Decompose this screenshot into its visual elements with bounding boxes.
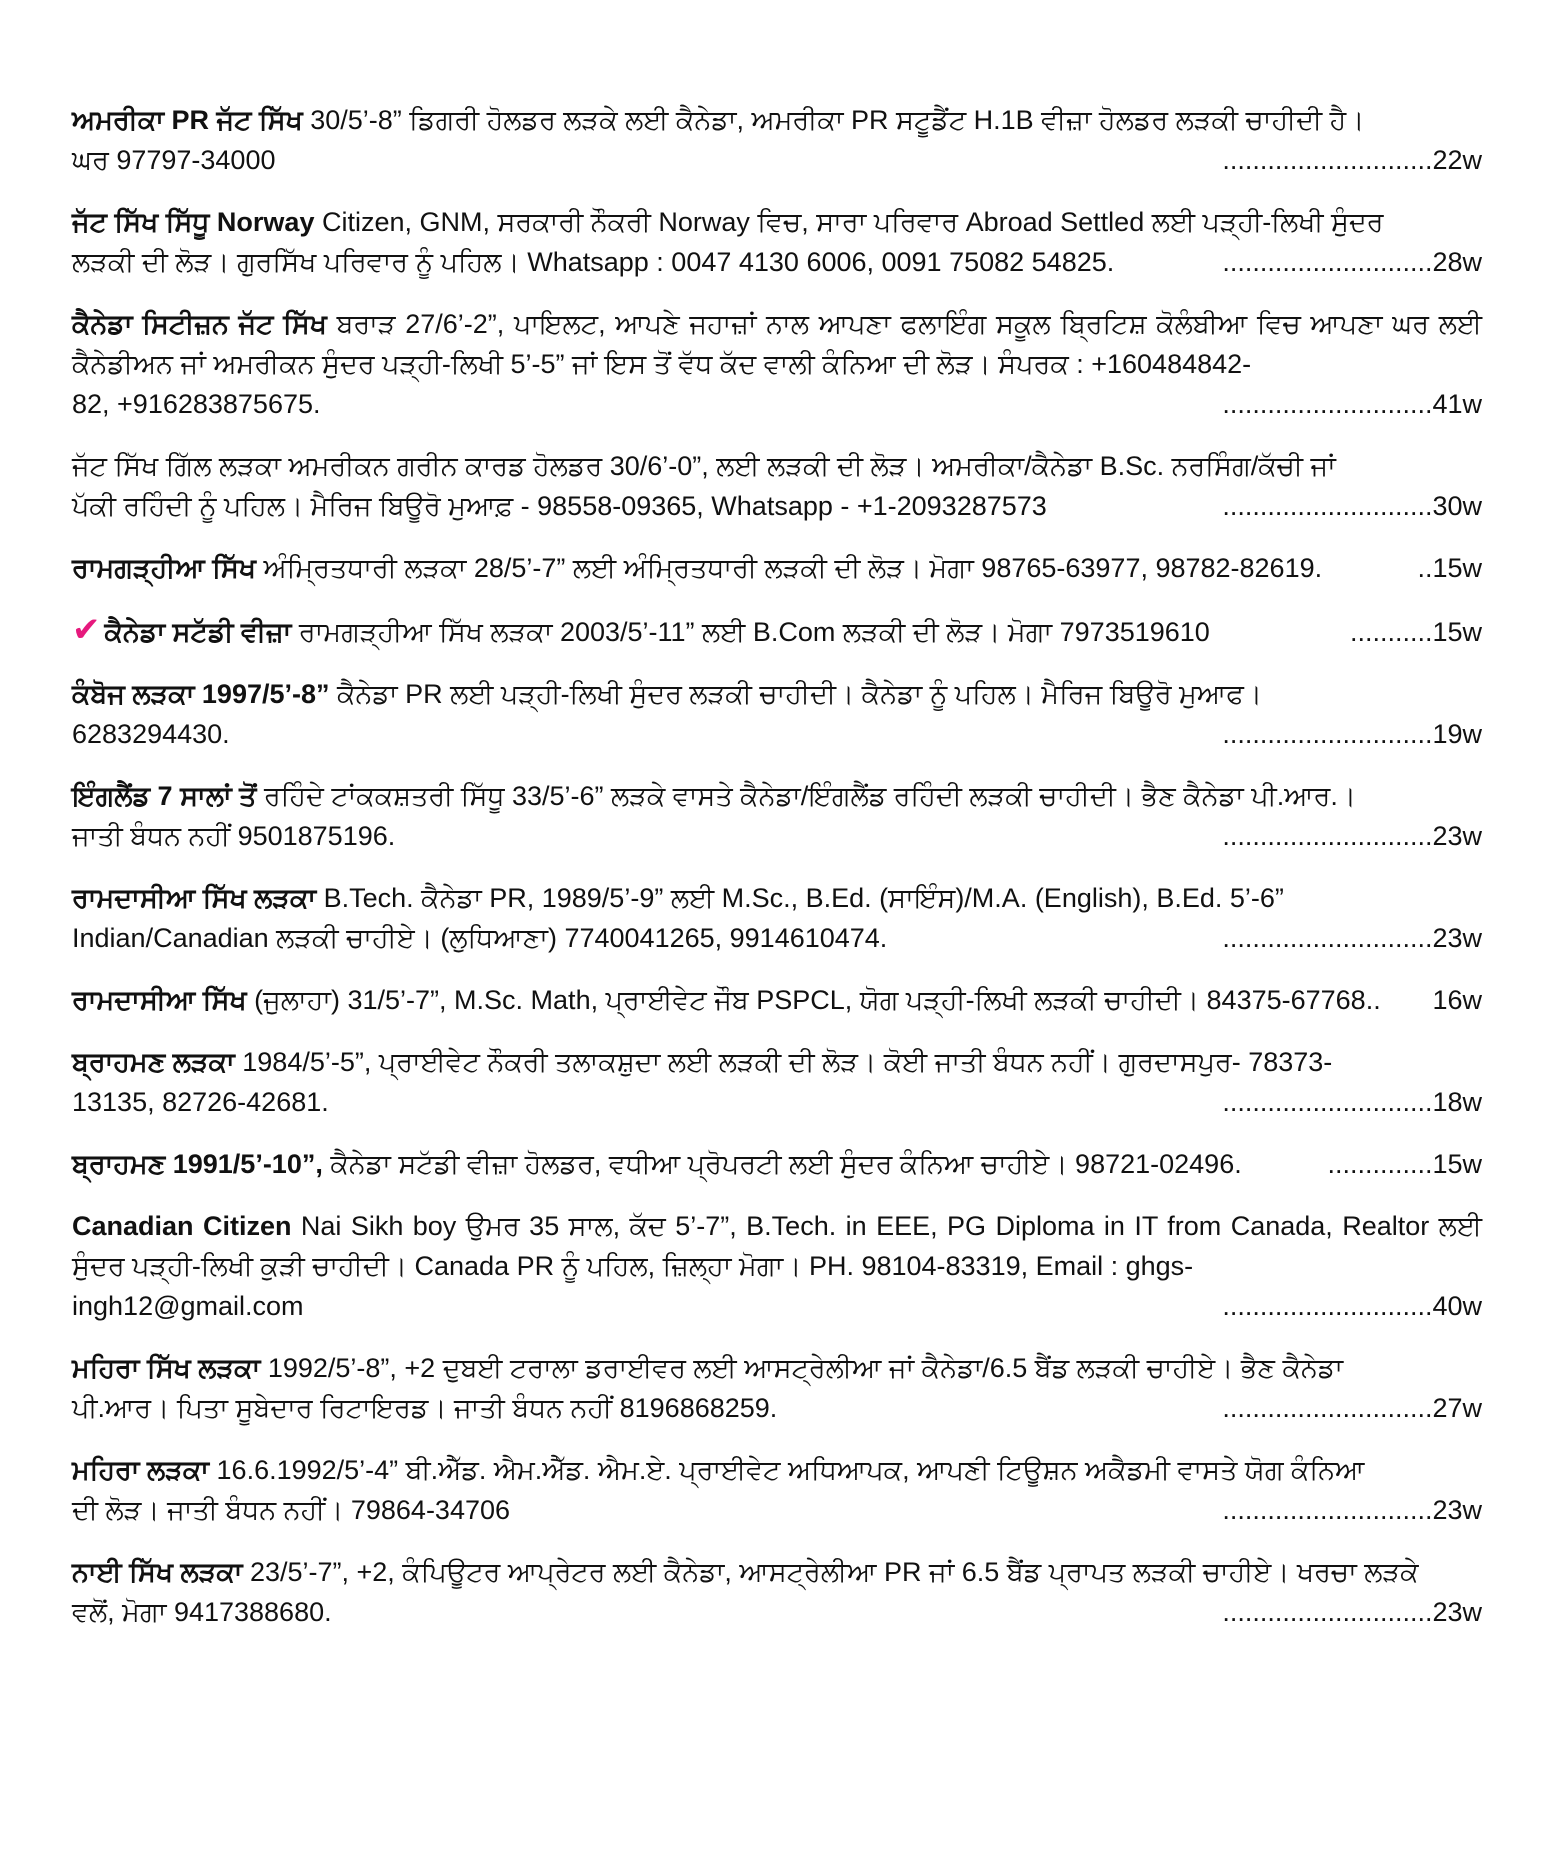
classified-column xyxy=(72,100,1482,1654)
ad-last-line xyxy=(72,1388,1482,1428)
ad-body: ਕੈਨੇਡਾ PR ਲਈ ਪੜ੍ਹੀ-ਲਿਖੀ ਸੁੰਦਰ ਲੜਕੀ ਚਾਹੀਦੀ। ਕੈਨੇਡਾ ਨੂੰ ਪਹਿਲ। ਮੈਰਿਜ ਬਿਊਰੋ ਮੁਆਫ। xyxy=(329,679,1263,709)
ad-last-line xyxy=(72,1592,1482,1632)
classified-ad xyxy=(72,878,1482,958)
classified-ad xyxy=(72,1552,1482,1632)
ad-line xyxy=(72,610,1482,652)
classified-ad xyxy=(72,1450,1482,1530)
ad-paragraph xyxy=(72,1042,1482,1082)
ad-body: 1992/5’-8”, +2 ਦੁਬਈ ਟਰਾਲਾ ਡਰਾਈਵਰ ਲਈ ਆਸਟ੍ਰੇਲੀਆ ਜਾਂ ਕੈਨੇਡਾ/6.5 ਬੈਂਡ ਲੜਕੀ ਚਾਹੀਏ। ਭੈਣ ਕੈਨੇਡਾ xyxy=(260,1353,1344,1383)
ad-contact: 82, +916283875675. xyxy=(72,389,321,419)
classified-ad xyxy=(72,548,1482,588)
ad-last-line xyxy=(72,918,1482,958)
ad-body: ਕੈਨੇਡਾ ਸਟੱਡੀ ਵੀਜ਼ਾ ਹੋਲਡਰ, ਵਧੀਆ ਪ੍ਰੋਪਰਟੀ ਲਈ ਸੁੰਦਰ ਕੰਨਿਆ ਚਾਹੀਏ। 98721-02496. xyxy=(322,1149,1242,1179)
ad-last-line xyxy=(72,816,1482,856)
ad-code: ............................30w xyxy=(1222,491,1482,521)
ad-last-line xyxy=(72,384,1482,424)
ad-last-line xyxy=(72,1082,1482,1122)
ad-code: ............................23w xyxy=(1222,1495,1482,1525)
ad-last-line xyxy=(72,486,1482,526)
ad-line xyxy=(72,1144,1482,1184)
ad-code: ............................22w xyxy=(1222,145,1482,175)
ad-heading: ਰਾਮਦਾਸੀਆ ਸਿੱਖ ਲੜਕਾ xyxy=(72,883,317,913)
classified-ad xyxy=(72,776,1482,856)
ad-heading: ਬ੍ਰਾਹਮਣ ਲੜਕਾ xyxy=(72,1047,235,1077)
ad-body: (ਜੁਲਾਹਾ) 31/5’-7”, M.Sc. Math, ਪ੍ਰਾਈਵੇਟ ਜੌਬ PSPCL, ਯੋਗ ਪੜ੍ਹੀ-ਲਿਖੀ ਲੜਕੀ ਚਾਹੀਦੀ। 84375-67768.. xyxy=(246,985,1381,1015)
ad-line xyxy=(72,980,1482,1020)
classified-ad xyxy=(72,1348,1482,1428)
ad-code: ............................18w xyxy=(1222,1087,1482,1117)
ad-heading: ਕੰਬੋਜ ਲੜਕਾ 1997/5’-8” xyxy=(72,679,330,709)
classified-ad xyxy=(72,1042,1482,1122)
classified-ad xyxy=(72,1206,1482,1326)
classified-ad xyxy=(72,1144,1482,1184)
ad-heading: ਅਮਰੀਕਾ PR ਜੱਟ ਸਿੱਖ xyxy=(72,105,303,135)
ad-code: ............................23w xyxy=(1222,923,1482,953)
ad-body: Citizen, GNM, ਸਰਕਾਰੀ ਨੌਕਰੀ Norway ਵਿਚ, ਸਾਰਾ ਪਰਿਵਾਰ Abroad Settled ਲਈ ਪੜ੍ਹੀ-ਲਿਖੀ ਸੁੰਦਰ xyxy=(314,207,1384,237)
classified-ad xyxy=(72,304,1482,424)
ad-text xyxy=(72,610,1350,652)
ad-code: ............................23w xyxy=(1222,821,1482,851)
ad-last-line xyxy=(72,140,1482,180)
ad-paragraph xyxy=(72,1348,1482,1388)
ad-contact: Indian/Canadian ਲੜਕੀ ਚਾਹੀਏ। (ਲੁਧਿਆਣਾ) 7740041265, 9914610474. xyxy=(72,923,888,953)
ad-code: ..............15w xyxy=(1327,1149,1482,1179)
ad-body: 16.6.1992/5’-4” ਬੀ.ਐੱਡ. ਐਮ.ਐੱਡ. ਐਮ.ਏ. ਪ੍ਰਾਈਵੇਟ ਅਧਿਆਪਕ, ਆਪਣੀ ਟਿਊਸ਼ਨ ਅਕੈਡਮੀ ਵਾਸਤੇ ਯੋਗ ਕੰਨਿਆ xyxy=(209,1455,1365,1485)
ad-heading: ਮਹਿਰਾ ਸਿੱਖ ਲੜਕਾ xyxy=(72,1353,261,1383)
ad-body: 30/5’-8” ਡਿਗਰੀ ਹੋਲਡਰ ਲੜਕੇ ਲਈ ਕੈਨੇਡਾ, ਅਮਰੀਕਾ PR ਸਟੂਡੈਂਟ H.1B ਵੀਜ਼ਾ ਹੋਲਡਰ ਲੜਕੀ ਚਾਹੀਦੀ ਹੈ। xyxy=(302,105,1365,135)
ad-text xyxy=(72,980,1432,1020)
ad-paragraph xyxy=(72,304,1482,384)
ad-body: ਜੱਟ ਸਿੱਖ ਗਿੱਲ ਲੜਕਾ ਅਮਰੀਕਨ ਗਰੀਨ ਕਾਰਡ ਹੋਲਡਰ 30/6’-0”, ਲਈ ਲੜਕੀ ਦੀ ਲੋੜ। ਅਮਰੀਕਾ/ਕੈਨੇਡਾ B.Sc. ਨਰਸਿੰਗ/ਕੱਚੀ ਜਾਂ xyxy=(72,451,1336,481)
checkmark-icon: ✔ xyxy=(72,611,101,649)
ad-code: ............................41w xyxy=(1222,389,1482,419)
ad-contact: 13135, 82726-42681. xyxy=(72,1087,329,1117)
ad-heading: ਰਾਮਗੜ੍ਹੀਆ ਸਿੱਖ xyxy=(72,553,257,583)
classified-ad xyxy=(72,446,1482,526)
ad-code: ..15w xyxy=(1417,553,1482,583)
ad-body: Nai Sikh boy ਉਮਰ 35 ਸਾਲ, ਕੱਦ 5’-7”, B.Tech. in EEE, PG Diploma in IT from Canada, Realtor ਲਈ ਸੁੰਦਰ ਪੜ੍ਹੀ-ਲਿਖੀ ਕੁੜੀ ਚਾਹੀਦੀ। Canada PR ਨੂੰ ਪਹਿਲ, ਜ਼ਿਲ੍ਹਾ ਮੋਗਾ। PH. 98104-83319, Email : ghgs- xyxy=(72,1211,1482,1281)
ad-contact: ਦੀ ਲੋੜ। ਜਾਤੀ ਬੰਧਨ ਨਹੀਂ। 79864-34706 xyxy=(72,1495,511,1525)
ad-contact: ਵਲੋਂ, ਮੋਗਾ 9417388680. xyxy=(72,1597,332,1627)
ad-heading: ਇੰਗਲੈਂਡ 7 ਸਾਲਾਂ ਤੋਂ xyxy=(72,781,257,811)
ad-contact: ਲੜਕੀ ਦੀ ਲੋੜ। ਗੁਰਸਿੱਖ ਪਰਿਵਾਰ ਨੂੰ ਪਹਿਲ। Whatsapp : 0047 4130 6006, 0091 75082 54825. xyxy=(72,247,1115,277)
ad-contact: ਘਰ 97797-34000 xyxy=(72,145,276,175)
ad-heading: ਨਾਈ ਸਿੱਖ ਲੜਕਾ xyxy=(72,1557,243,1587)
ad-contact: 6283294430. xyxy=(72,719,230,749)
ad-body: ਰਹਿੰਦੇ ਟਾਂਕਕਸ਼ਤਰੀ ਸਿੱਧੂ 33/5’-6” ਲੜਕੇ ਵਾਸਤੇ ਕੈਨੇਡਾ/ਇੰਗਲੈਂਡ ਰਹਿੰਦੀ ਲੜਕੀ ਚਾਹੀਦੀ। ਭੈਣ ਕੈਨੇਡਾ ਪੀ.ਆਰ.। xyxy=(256,781,1357,811)
ad-paragraph xyxy=(72,1450,1482,1490)
classified-ad xyxy=(72,100,1482,180)
ad-body: ਬਰਾੜ 27/6’-2”, ਪਾਇਲਟ, ਆਪਣੇ ਜਹਾਜ਼ਾਂ ਨਾਲ ਆਪਣਾ ਫਲਾਇੰਗ ਸਕੂਲ ਬ੍ਰਿਟਿਸ਼ ਕੋਲੰਬੀਆ ਵਿਚ ਆਪਣਾ ਘਰ ਲਈ ਕੈਨੇਡੀਅਨ ਜਾਂ ਅਮਰੀਕਨ ਸੁੰਦਰ ਪੜ੍ਹੀ-ਲਿਖੀ 5’-5” ਜਾਂ ਇਸ ਤੋਂ ਵੱਧ ਕੱਦ ਵਾਲੀ ਕੰਨਿਆ ਦੀ ਲੋੜ। ਸੰਪਰਕ : +160484842- xyxy=(72,309,1483,379)
ad-line xyxy=(72,548,1482,588)
ad-code: ............................40w xyxy=(1222,1291,1482,1321)
ad-paragraph xyxy=(72,1552,1482,1592)
ad-body: ਅੰਮ੍ਰਿਤਧਾਰੀ ਲੜਕਾ 28/5’-7” ਲਈ ਅੰਮ੍ਰਿਤਧਾਰੀ ਲੜਕੀ ਦੀ ਲੋੜ। ਮੋਗਾ 98765-63977, 98782-82619. xyxy=(256,553,1323,583)
ad-last-line xyxy=(72,1490,1482,1530)
ad-paragraph xyxy=(72,674,1482,714)
ad-paragraph xyxy=(72,1206,1482,1286)
ad-last-line xyxy=(72,1286,1482,1326)
ad-body: ਰਾਮਗੜ੍ਹੀਆ ਸਿੱਖ ਲੜਕਾ 2003/5’-11” ਲਈ B.Com ਲੜਕੀ ਦੀ ਲੋੜ। ਮੋਗਾ 7973519610 xyxy=(291,617,1210,647)
ad-heading: ਰਾਮਦਾਸੀਆ ਸਿੱਖ xyxy=(72,985,247,1015)
ad-text xyxy=(72,1144,1327,1184)
ad-contact: ਪੀ.ਆਰ। ਪਿਤਾ ਸੂਬੇਦਾਰ ਰਿਟਾਇਰਡ। ਜਾਤੀ ਬੰਧਨ ਨਹੀਂ 8196868259. xyxy=(72,1393,778,1423)
ad-last-line xyxy=(72,714,1482,754)
ad-paragraph xyxy=(72,100,1482,140)
ad-code: ............................23w xyxy=(1222,1597,1482,1627)
ad-heading: ਬ੍ਰਾਹਮਣ 1991/5’-10”, xyxy=(72,1149,323,1179)
ad-heading: ਮਹਿਰਾ ਲੜਕਾ xyxy=(72,1455,210,1485)
ad-heading: Canadian Citizen xyxy=(72,1211,292,1241)
ad-code: ............................27w xyxy=(1222,1393,1482,1423)
ad-paragraph xyxy=(72,776,1482,816)
ad-last-line xyxy=(72,242,1482,282)
ad-paragraph xyxy=(72,446,1482,486)
ad-body: 1984/5’-5”, ਪ੍ਰਾਈਵੇਟ ਨੌਕਰੀ ਤਲਾਕਸ਼ੁਦਾ ਲਈ ਲੜਕੀ ਦੀ ਲੋੜ। ਕੋਈ ਜਾਤੀ ਬੰਧਨ ਨਹੀਂ। ਗੁਰਦਾਸਪੁਰ- 78373- xyxy=(234,1047,1333,1077)
ad-contact: ਜਾਤੀ ਬੰਧਨ ਨਹੀਂ 9501875196. xyxy=(72,821,396,851)
ad-paragraph xyxy=(72,202,1482,242)
ad-paragraph xyxy=(72,878,1482,918)
ad-body: B.Tech. ਕੈਨੇਡਾ PR, 1989/5’-9” ਲਈ M.Sc., B.Ed. (ਸਾਇੰਸ)/M.A. (English), B.Ed. 5’-6” xyxy=(316,883,1284,913)
ad-heading: ਕੈਨੇਡਾ ਸਟੱਡੀ ਵੀਜ਼ਾ xyxy=(104,617,292,647)
classified-ad xyxy=(72,674,1482,754)
ad-code: 16w xyxy=(1432,985,1482,1015)
ad-body: 23/5’-7”, +2, ਕੰਪਿਊਟਰ ਆਪ੍ਰੇਟਰ ਲਈ ਕੈਨੇਡਾ, ਆਸਟ੍ਰੇਲੀਆ PR ਜਾਂ 6.5 ਬੈਂਡ ਪ੍ਰਾਪਤ ਲੜਕੀ ਚਾਹੀਏ। ਖਰਚਾ ਲੜਕੇ xyxy=(242,1557,1419,1587)
ad-code: ............................19w xyxy=(1222,719,1482,749)
ad-heading: ਜੱਟ ਸਿੱਖ ਸਿੱਧੂ Norway xyxy=(72,207,315,237)
ad-heading: ਕੈਨੇਡਾ ਸਿਟੀਜ਼ਨ ਜੱਟ ਸਿੱਖ xyxy=(72,309,327,339)
ad-contact: ingh12@gmail.com xyxy=(72,1291,304,1321)
classified-ad xyxy=(72,610,1482,652)
classified-ad xyxy=(72,202,1482,282)
ad-code: ............................28w xyxy=(1222,247,1482,277)
classified-ad xyxy=(72,980,1482,1020)
ad-code: ...........15w xyxy=(1349,617,1482,647)
ad-text xyxy=(72,548,1417,588)
ad-contact: ਪੱਕੀ ਰਹਿੰਦੀ ਨੂੰ ਪਹਿਲ। ਮੈਰਿਜ ਬਿਊਰੋ ਮੁਆਫ਼ - 98558-09365, Whatsapp - +1-2093287573 xyxy=(72,491,1047,521)
